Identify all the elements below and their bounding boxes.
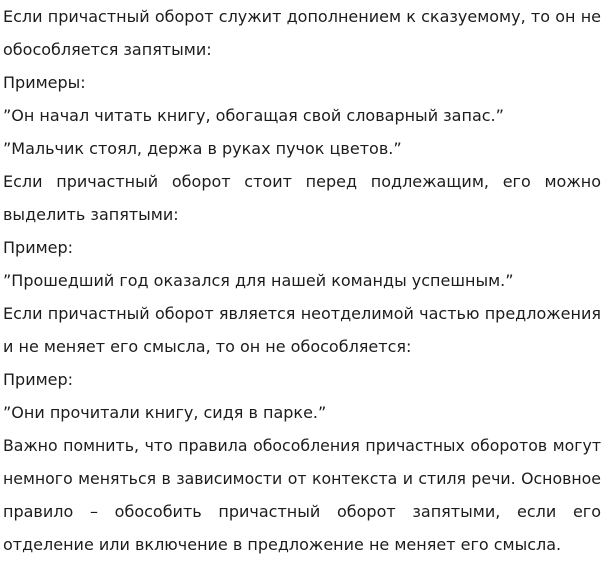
text-line: Если причастный оборот стоит перед подлежащим, его можно [3,172,601,191]
text-line: обособляется запятыми: [3,40,212,59]
example-heading: Пример: [3,370,74,389]
text-line: Важно помнить, что правила обособления причастных оборотов могут [3,436,601,455]
text-line: правило – обособить причастный оборот запятыми, если его [3,502,601,521]
example-heading: Пример: [3,238,74,257]
example-quote: ”Они прочитали книгу, сидя в парке.” [3,403,327,422]
examples-heading: Примеры: [3,73,86,92]
text-line: и не меняет его смысла, то он не обособляется: [3,337,412,356]
text-line: отделение или включение в предложение не меняет его смысла. [3,535,562,554]
text-line: выделить запятыми: [3,205,179,224]
text-line: Если причастный оборот является неотделимой частью предложения [3,304,601,323]
example-quote: ”Мальчик стоял, держа в руках пучок цветов.” [3,139,402,158]
example-quote: ”Прошедший год оказался для нашей команды успешным.” [3,271,514,290]
text-line: немного меняться в зависимости от контекста и стиля речи. Основное [3,469,601,488]
text-line: Если причастный оборот служит дополнением к сказуемому, то он не [3,7,601,26]
example-quote: ”Он начал читать книгу, обогащая свой словарный запас.” [3,106,504,125]
